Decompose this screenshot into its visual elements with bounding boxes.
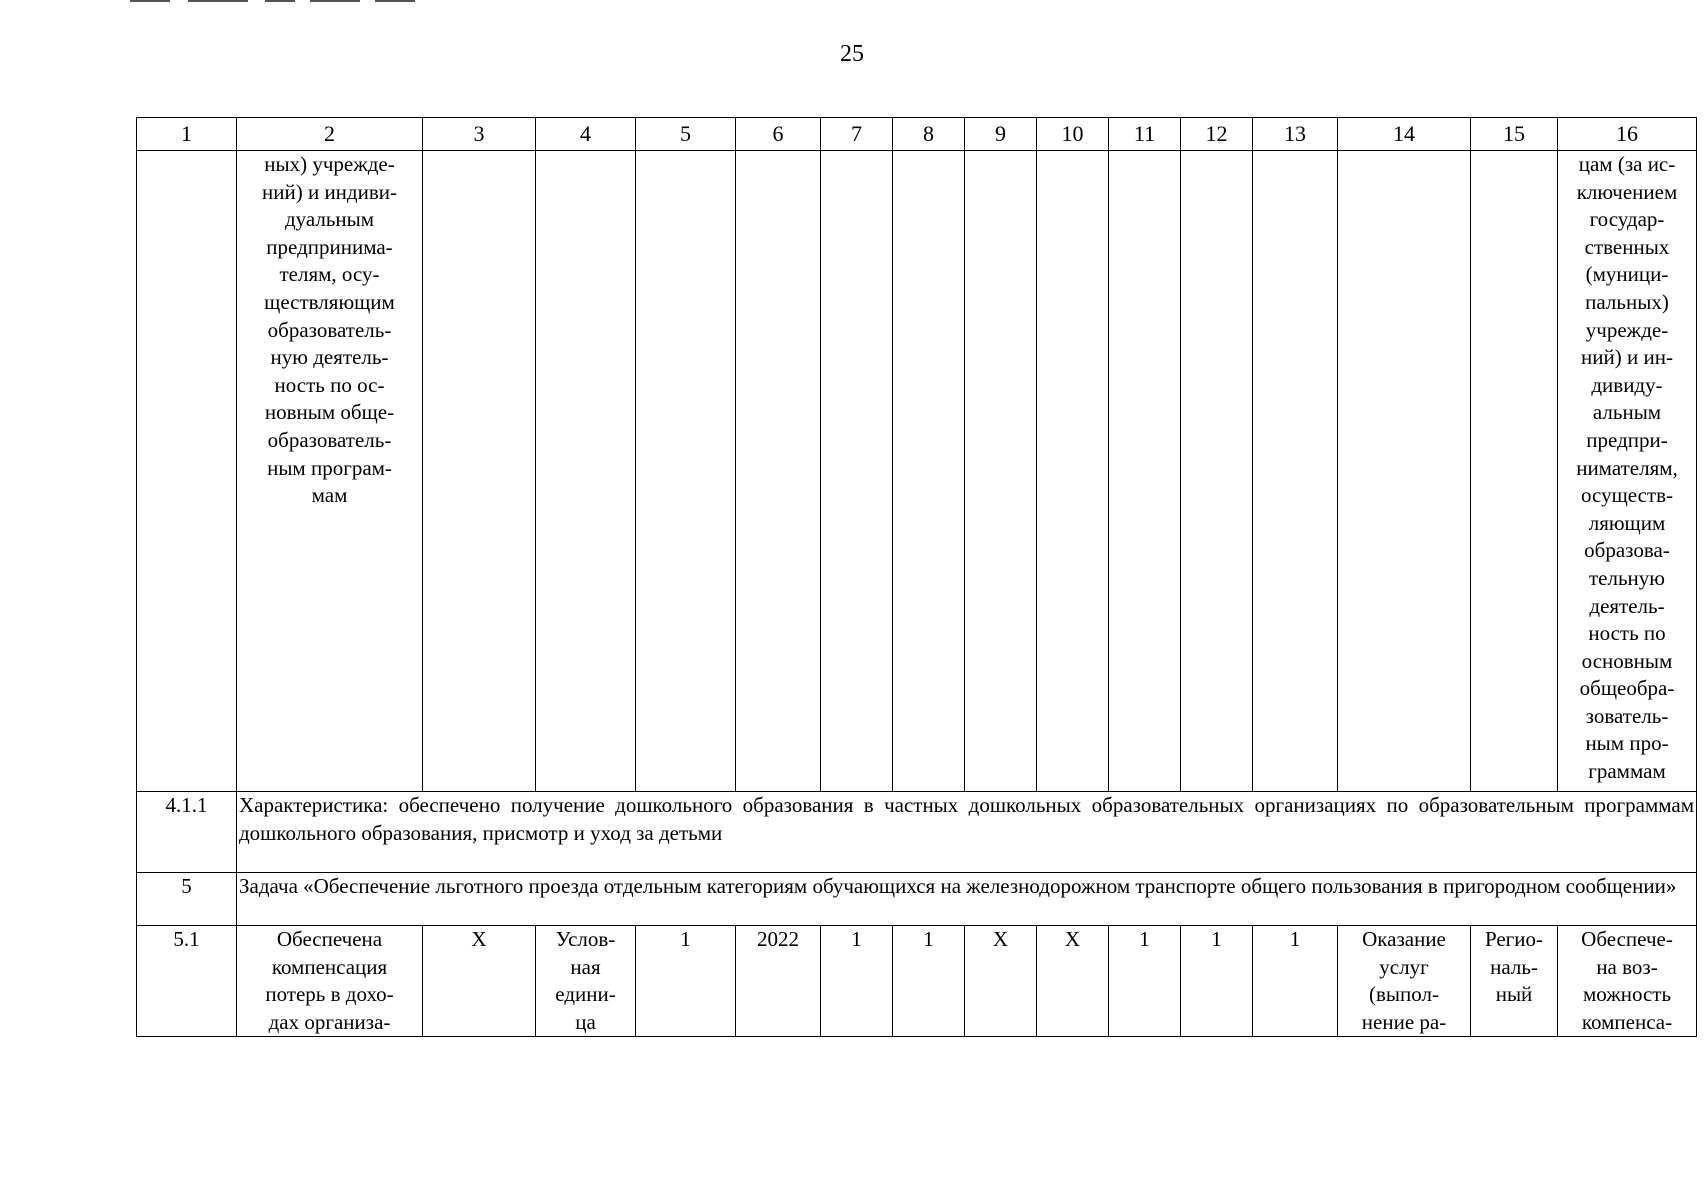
table-cell: [1253, 151, 1338, 792]
column-number-cell: 6: [736, 118, 821, 151]
table-cell: 1: [1253, 926, 1338, 1037]
table-cell: [1338, 151, 1471, 792]
row-number: 4.1.1: [137, 792, 237, 873]
table-cell: [1109, 151, 1181, 792]
table-cell: [736, 151, 821, 792]
column-number-cell: 10: [1037, 118, 1109, 151]
table-cell: [636, 151, 736, 792]
table-cell: [1471, 151, 1558, 792]
result-row: [137, 926, 1697, 1037]
column-number-cell: 4: [536, 118, 636, 151]
column-number-row: [137, 118, 1697, 151]
unit-cell: Услов- ная едини- ца: [536, 926, 636, 1037]
level-cell: Регио- наль- ный: [1471, 926, 1558, 1037]
column-number-cell: 12: [1181, 118, 1253, 151]
continuation-row: [137, 151, 1697, 792]
column-number-cell: 8: [893, 118, 965, 151]
column-number-cell: 11: [1109, 118, 1181, 151]
result-type-cell: Оказание услуг (выпол- нение ра-: [1338, 926, 1471, 1037]
table-cell: 1: [636, 926, 736, 1037]
column-number-cell: 15: [1471, 118, 1558, 151]
table-cell: [1181, 151, 1253, 792]
column-number-cell: 5: [636, 118, 736, 151]
table-cell: [137, 151, 237, 792]
table-cell: [1037, 151, 1109, 792]
table-cell: X: [423, 926, 536, 1037]
task-row: [137, 873, 1697, 926]
continuation-result-cell: цам (за ис- ключением государ- ственных (муници- пальных) учрежде- ний) и ин- дивиду- альным предпри- нимателям, осуществ- ляющим образова- тельную деятель- ность по основным общеобра- зователь- ным про- граммам: [1558, 151, 1697, 792]
row-number: 5: [137, 873, 237, 926]
scan-artifact-marks: [130, 0, 450, 4]
column-number-cell: 16: [1558, 118, 1697, 151]
continuation-description-cell: ных) учрежде- ний) и индиви- дуальным предпринима- телям, осу- ществляющим образователь- ную деятель- ность по ос- новным обще- образователь- ным програм- мам: [237, 151, 423, 792]
table-cell: X: [965, 926, 1037, 1037]
indicators-table: [136, 117, 1697, 1037]
column-number-cell: 9: [965, 118, 1037, 151]
column-number-cell: 7: [821, 118, 893, 151]
table-cell: 1: [893, 926, 965, 1037]
column-number-cell: 2: [237, 118, 423, 151]
table-cell: [821, 151, 893, 792]
result-name-cell: Обеспечена компенсация потерь в дохо- дах организа-: [237, 926, 423, 1037]
characteristic-row: [137, 792, 1697, 873]
column-number-cell: 3: [423, 118, 536, 151]
column-number-cell: 14: [1338, 118, 1471, 151]
table-cell: [893, 151, 965, 792]
table-cell: [536, 151, 636, 792]
result-description-cell: Обеспече- на воз- можность компенса-: [1558, 926, 1697, 1037]
table-cell: 1: [1181, 926, 1253, 1037]
characteristic-text: Характеристика: обеспечено получение дошкольного образования в частных дошкольных образовательных организациях по образовательным программам дошкольного образования, присмотр и уход за детьми: [237, 792, 1697, 873]
row-number: 5.1: [137, 926, 237, 1037]
table-cell: [965, 151, 1037, 792]
table-cell: 1: [821, 926, 893, 1037]
page-number: 25: [840, 41, 864, 67]
year-cell: 2022: [736, 926, 821, 1037]
table-cell: [423, 151, 536, 792]
task-text: Задача «Обеспечение льготного проезда отдельным категориям обучающихся на железнодорожном транспорте общего пользования в пригородном сообщении»: [237, 873, 1697, 926]
table-cell: 1: [1109, 926, 1181, 1037]
column-number-cell: 13: [1253, 118, 1338, 151]
column-number-cell: 1: [137, 118, 237, 151]
table-cell: X: [1037, 926, 1109, 1037]
